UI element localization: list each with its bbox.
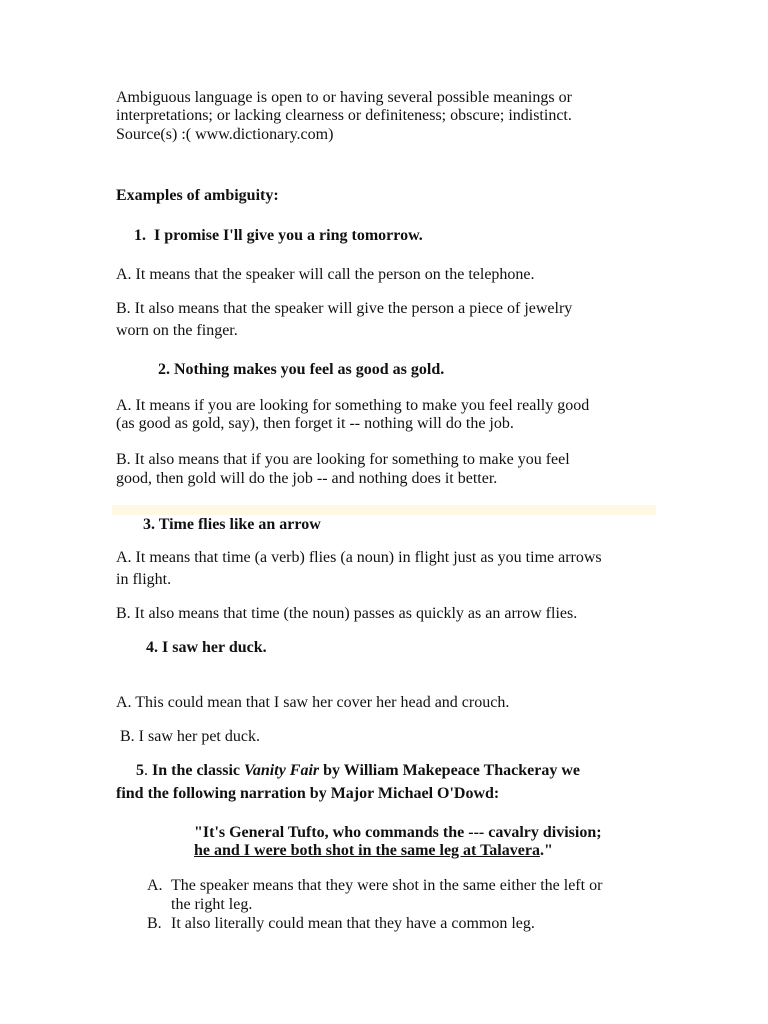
example-2-meaning-a-line-1: A. It means if you are looking for something to make you feel really good — [116, 397, 590, 414]
quote-end: ." — [539, 842, 553, 859]
quote-line-2 — [194, 841, 553, 860]
example-1-number: 1. — [134, 227, 146, 244]
intro-source: Source(s) :( www.dictionary.com) — [116, 126, 334, 143]
example-5-post: by William Makepeace Thackeray we — [319, 762, 581, 779]
examples-heading: Examples of ambiguity: — [116, 187, 279, 204]
intro-line-1: Ambiguous language is open to or having several possible meanings or — [116, 89, 572, 106]
quote-line-1: "It's General Tufto, who commands the --- cavalry division; — [194, 824, 602, 841]
example-5-heading-line-1 — [136, 761, 580, 780]
highlight-band — [112, 505, 656, 515]
example-4-meaning-b: B. I saw her pet duck. — [120, 728, 260, 745]
example-1-meaning-a: A. It means that the speaker will call the person on the telephone. — [116, 266, 535, 283]
example-5-pre: In the classic — [148, 762, 244, 779]
example-3-meaning-a-line-2: in flight. — [116, 571, 172, 588]
example-4-title: 4. I saw her duck. — [146, 639, 267, 656]
example-3-meaning-b: B. It also means that time (the noun) passes as quickly as an arrow flies. — [116, 605, 578, 622]
example-1-meaning-b-line-1: B. It also means that the speaker will give the person a piece of jewelry — [116, 300, 573, 317]
example-5-a-line-2: the right leg. — [171, 896, 253, 913]
example-5-b: It also literally could mean that they have a common leg. — [171, 915, 535, 932]
example-2-meaning-a-line-2: (as good as gold, say), then forget it -- nothing will do the job. — [116, 415, 514, 432]
example-3-meaning-a-line-1: A. It means that time (a verb) flies (a noun) in flight just as you time arrows — [116, 549, 602, 566]
example-5-b-label: B. — [147, 915, 162, 932]
example-1-heading — [134, 226, 423, 245]
intro-line-2: interpretations; or lacking clearness or definiteness; obscure; indistinct. — [116, 107, 572, 124]
example-4-meaning-a: A. This could mean that I saw her cover her head and crouch. — [116, 694, 510, 711]
example-2-meaning-b-line-2: good, then gold will do the job -- and nothing does it better. — [116, 470, 498, 487]
example-1-meaning-b-line-2: worn on the finger. — [116, 322, 238, 339]
example-2-meaning-b-line-1: B. It also means that if you are looking for something to make you feel — [116, 451, 570, 468]
example-3-title: 3. Time flies like an arrow — [143, 516, 321, 533]
example-1-title: I promise I'll give you a ring tomorrow. — [154, 227, 423, 244]
book-title: Vanity Fair — [244, 762, 320, 779]
example-5-number: 5 — [136, 762, 144, 779]
example-5-period: . — [144, 762, 148, 779]
example-5-a-label: A. — [147, 877, 163, 894]
example-5-a-line-1: The speaker means that they were shot in the same either the left or — [171, 877, 603, 894]
example-2-title: 2. Nothing makes you feel as good as gold. — [158, 361, 445, 378]
example-5-heading-line-2: find the following narration by Major Michael O'Dowd: — [116, 785, 500, 802]
quote-underlined: he and I were both shot in the same leg at Talavera — [194, 842, 540, 859]
